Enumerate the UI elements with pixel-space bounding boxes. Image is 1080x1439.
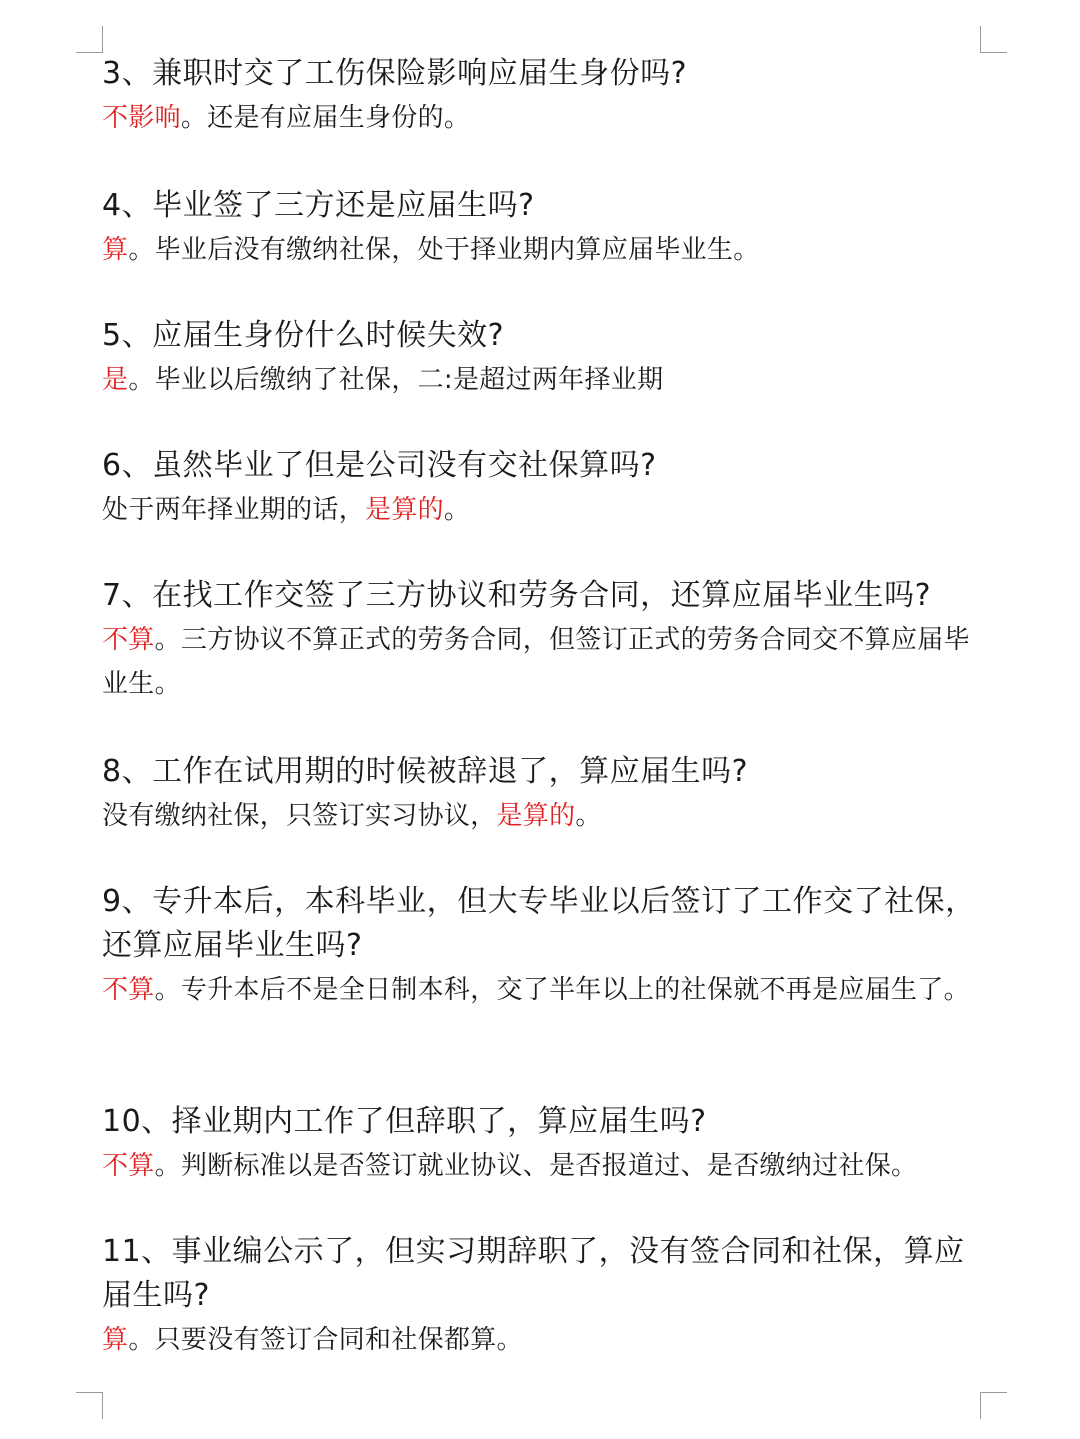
question: 6、虽然毕业了但是公司没有交社保算吗? — [102, 448, 657, 483]
qa-item-9 — [102, 880, 992, 1012]
question: 10、择业期内工作了但辞职了，算应届生吗? — [102, 1104, 707, 1139]
question: 3、兼职时交了工伤保险影响应届生身份吗? — [102, 56, 688, 91]
qa-item-4 — [102, 184, 992, 272]
question: 8、工作在试用期的时候被辞退了，算应届生吗? — [102, 754, 749, 789]
answer — [102, 968, 992, 1012]
answer — [102, 618, 992, 706]
question: 7、在找工作交签了三方协议和劳务合同，还算应届毕业生吗? — [102, 578, 932, 613]
question: 9、专升本后，本科毕业，但大专毕业以后签订了工作交了社保，还算应届毕业生吗? — [102, 884, 976, 963]
crop-mark-top-left — [76, 26, 103, 53]
qa-item-10 — [102, 1100, 992, 1188]
answer-suffix: 。三方协议不算正式的劳务合同，但签订正式的劳务合同交不算应届毕业生。 — [102, 625, 970, 699]
qa-item-7 — [102, 574, 992, 706]
answer-suffix: 。 — [443, 495, 471, 525]
question: 4、毕业签了三方还是应届生吗? — [102, 188, 535, 223]
qa-item-11 — [102, 1230, 992, 1362]
answer-highlight: 不算 — [102, 975, 155, 1005]
answer — [102, 488, 992, 532]
qa-item-5 — [102, 314, 992, 402]
answer-suffix: 。判断标准以是否签订就业协议、是否报道过、是否缴纳过社保。 — [154, 1151, 918, 1181]
answer — [102, 228, 992, 272]
answer-highlight: 不算 — [102, 625, 155, 655]
answer-suffix: 。毕业后没有缴纳社保，处于择业期内算应届毕业生。 — [128, 235, 760, 265]
crop-mark-bottom-left — [76, 1392, 103, 1419]
answer — [102, 1144, 992, 1188]
qa-item-6 — [102, 444, 992, 532]
answer — [102, 1318, 992, 1362]
qa-item-8 — [102, 750, 992, 838]
answer-suffix: 。还是有应届生身份的。 — [180, 103, 471, 133]
question: 11、事业编公示了，但实习期辞职了，没有签合同和社保，算应届生吗? — [102, 1234, 965, 1313]
crop-mark-bottom-right — [980, 1392, 1007, 1419]
answer-suffix: 。只要没有签订合同和社保都算。 — [128, 1325, 523, 1355]
answer — [102, 794, 992, 838]
answer-highlight: 是算的 — [365, 495, 444, 525]
answer-suffix: 。毕业以后缴纳了社保，二:是超过两年择业期 — [128, 365, 664, 395]
answer-highlight: 算 — [102, 1325, 129, 1355]
answer-highlight: 不算 — [102, 1151, 155, 1181]
answer — [102, 96, 992, 140]
answer-suffix: 。专升本后不是全日制本科，交了半年以上的社保就不再是应届生了。 — [154, 975, 970, 1005]
answer-highlight: 是 — [102, 365, 129, 395]
qa-item-3 — [102, 52, 992, 140]
question: 5、应届生身份什么时候失效? — [102, 318, 505, 353]
answer-highlight: 是算的 — [496, 801, 576, 831]
answer-prefix: 没有缴纳社保，只签订实习协议， — [102, 801, 497, 831]
crop-mark-top-right — [980, 26, 1007, 53]
answer-suffix: 。 — [575, 801, 602, 831]
answer-prefix: 处于两年择业期的话， — [102, 495, 366, 525]
answer-highlight: 算 — [102, 235, 129, 265]
answer-highlight: 不影响 — [102, 103, 181, 133]
answer — [102, 358, 992, 402]
